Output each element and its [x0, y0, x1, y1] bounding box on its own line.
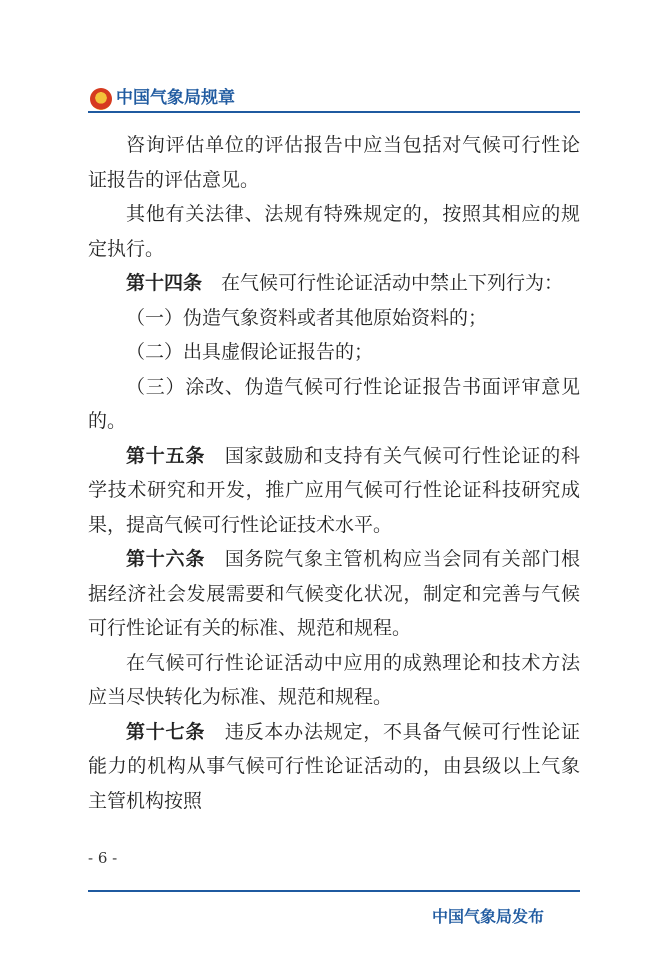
- header-divider: [88, 111, 580, 113]
- article-16: 第十六条 国务院气象主管机构应当会同有关部门根据经济社会发展需要和气候变化状况，制定和完善与气候可行性论证有关的标准、规范和规程。: [88, 548, 580, 639]
- article-17: 第十七条 违反本办法规定，不具备气候可行性论证能力的机构从事气候可行性论证活动的，由县级以上气象主管机构按照: [88, 720, 580, 812]
- document-body: [88, 128, 580, 818]
- footer-publisher: 中国气象局发布: [432, 907, 545, 926]
- article-number: 第十五条: [126, 444, 206, 467]
- article-14: 第十四条 在气候可行性论证活动中禁止下列行为：: [126, 272, 564, 294]
- footer-divider: [88, 890, 580, 892]
- national-emblem-icon: [90, 88, 112, 110]
- paragraph: 在气候可行性论证活动中应用的成熟理论和技术方法应当尽快转化为标准、规范和规程。: [88, 651, 580, 708]
- list-item: （三）涂改、伪造气候可行性论证报告书面评审意见的。: [88, 375, 580, 432]
- page-number: - 6 -: [88, 849, 118, 867]
- list-item: （二）出具虚假论证报告的；: [126, 341, 374, 363]
- header-title: 中国气象局规章: [116, 88, 235, 108]
- article-15: 第十五条 国家鼓励和支持有关气候可行性论证的科学技术研究和开发，推广应用气候可行性论证科技研究成果，提高气候可行性论证技术水平。: [88, 444, 580, 536]
- article-number: 第十四条: [126, 272, 203, 294]
- paragraph: 其他有关法律、法规有特殊规定的，按照其相应的规定执行。: [88, 203, 580, 260]
- article-number: 第十六条: [126, 548, 206, 570]
- list-item: （一）伪造气象资料或者其他原始资料的；: [126, 306, 488, 329]
- paragraph: 咨询评估单位的评估报告中应当包括对气候可行性论证报告的评估意见。: [88, 134, 580, 191]
- article-number: 第十七条: [126, 720, 206, 743]
- page-header: [88, 86, 580, 114]
